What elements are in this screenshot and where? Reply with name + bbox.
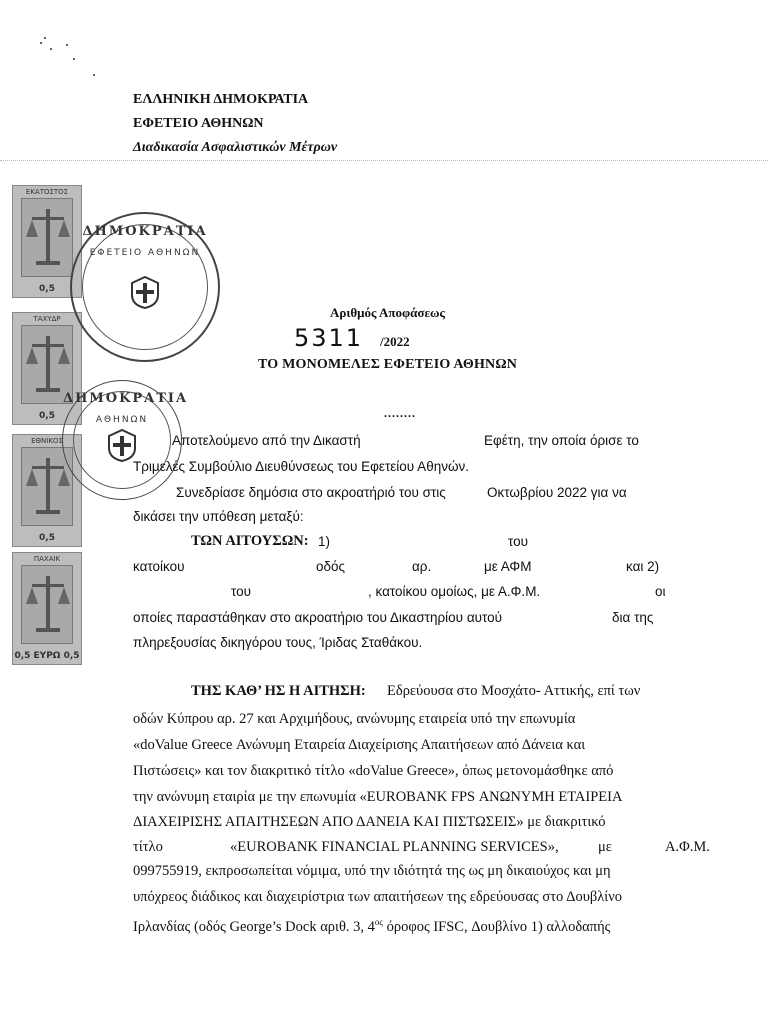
stamp-scales-image bbox=[21, 198, 73, 277]
body-text: Ιρλανδίας (οδός George’s Dock αριθ. 3, 4 bbox=[133, 919, 375, 935]
body-line: Α.Φ.Μ. bbox=[665, 839, 710, 855]
seal-subtext: ΕΦΕΤΕΙΟ ΑΘΗΝΩΝ bbox=[89, 248, 201, 258]
body-line: Αποτελούμενο από την Δικαστή bbox=[172, 433, 361, 448]
court-heading: ΕΦΕΤΕΙΟ ΑΘΗΝΩΝ bbox=[133, 116, 264, 131]
decision-year: /2022 bbox=[380, 334, 410, 349]
body-line: δια της bbox=[612, 610, 654, 625]
seal-subtext: ΑΘΗΝΩΝ bbox=[95, 415, 149, 425]
stamp-value: 0,5 bbox=[39, 411, 55, 421]
body-line bbox=[133, 913, 610, 936]
body-line: πληρεξουσίας δικηγόρου τους, Ίριδας Σταθάκου. bbox=[133, 635, 423, 650]
procedure-heading: Διαδικασία Ασφαλιστικών Μέτρων bbox=[133, 140, 338, 155]
body-line: οδός bbox=[316, 559, 346, 574]
body-line: με ΑΦΜ bbox=[484, 559, 532, 574]
body-line: τίτλο bbox=[133, 839, 163, 855]
stamp-top-text: ΕΚΑΤΟΣΤΟΣ bbox=[25, 188, 69, 196]
seal-text: ΔΗΜΟΚΡΑΤΙΑ bbox=[82, 224, 208, 239]
revenue-stamp bbox=[12, 552, 82, 665]
body-line: αρ. bbox=[412, 559, 432, 574]
body-line: «EUROBANK FINANCIAL PLANNING SERVICES», bbox=[230, 839, 559, 855]
stamp-top-text: ΠΑΧΑΙΚ bbox=[33, 555, 61, 563]
body-line: οδών Κύπρου αρ. 27 και Αρχιμήδους, ανώνυμης εταιρεία υπό την επωνυμία bbox=[133, 711, 576, 727]
body-line: Οκτωβρίου 2022 για να bbox=[487, 485, 627, 500]
greek-emblem-icon bbox=[105, 428, 139, 462]
body-line: «doValue Greece Ανώνυμη Εταιρεία Διαχείρισης Απαιτήσεων από Δάνεια και bbox=[133, 737, 586, 753]
stamp-top-text: ΤΑΧΥΔΡ bbox=[33, 315, 61, 323]
body-line: Εδρεύουσα στο Μοσχάτο- Αττικής, επί των bbox=[387, 683, 641, 699]
court-seal bbox=[70, 212, 220, 362]
stamp-value: 0,5 ΕΥΡΩ 0,5 bbox=[14, 651, 80, 661]
respondent-label: ΤΗΣ ΚΑΘ’ ΗΣ Η ΑΙΤΗΣΗ: bbox=[191, 683, 366, 699]
body-line: 1) bbox=[318, 534, 331, 549]
body-line: δικάσει την υπόθεση μεταξύ: bbox=[133, 509, 304, 524]
body-line: Συνεδρίασε δημόσια στο ακροατήριό του στις bbox=[176, 485, 446, 500]
stamp-scales-image bbox=[21, 565, 73, 644]
superscript: ος bbox=[374, 917, 383, 927]
section-separator: ........ bbox=[384, 406, 416, 420]
body-line: Πιστώσεις» και τον διακριτικό τίτλο «doValue Greece», όπως μετονομάσθηκε από bbox=[133, 763, 614, 779]
body-line: Εφέτη, την οποία όρισε το bbox=[484, 433, 639, 448]
court-title: ΤΟ ΜΟΝΟΜΕΛΕΣ ΕΦΕΤΕΙΟ ΑΘΗΝΩΝ bbox=[258, 357, 518, 372]
greek-emblem-icon bbox=[128, 275, 162, 309]
body-line: την ανώνυμη εταιρία με την επωνυμία «EUROBANK FPS ΑΝΩΝΥΜΗ ΕΤΑΙΡΕΙΑ bbox=[133, 789, 623, 805]
decision-number-handwritten: 5311 bbox=[294, 324, 364, 352]
body-line: κατοίκου bbox=[133, 559, 185, 574]
decision-number-label: Αριθμός Αποφάσεως bbox=[330, 305, 446, 320]
applicants-label: ΤΩΝ ΑΙΤΟΥΣΩΝ: bbox=[191, 533, 309, 549]
body-line: 099755919, εκπροσωπείται νόμιμα, υπό την ιδιότητά της ως μη δικαιούχος και μη bbox=[133, 863, 611, 879]
body-line: Τριμελές Συμβούλιο Διευθύνσεως του Εφετείου Αθηνών. bbox=[133, 459, 469, 474]
country-heading: ΕΛΛΗΝΙΚΗ ΔΗΜΟΚΡΑΤΙΑ bbox=[133, 92, 309, 107]
body-line: οποίες παραστάθηκαν στο ακροατήριο του Δικαστηρίου αυτού bbox=[133, 610, 503, 625]
document-header bbox=[133, 88, 337, 160]
seal-text: ΔΗΜΟΚΡΑΤΙΑ bbox=[63, 391, 189, 406]
body-line: ΔΙΑΧΕΙΡΙΣΗΣ ΑΠΑΙΤΗΣΕΩΝ ΑΠΟ ΔΑΝΕΙΑ ΚΑΙ ΠΙΣΤΩΣΕΙΣ» με διακριτικό bbox=[133, 814, 606, 830]
scan-divider bbox=[0, 160, 768, 161]
body-line: του bbox=[231, 584, 252, 599]
body-text: όροφος IFSC, Δουβλίνο 1) αλλοδαπής bbox=[386, 919, 611, 935]
court-seal bbox=[62, 380, 189, 500]
stamp-top-text: ΕΘΝΙΚΟΣ bbox=[31, 437, 63, 445]
body-line: υπόχρεος διάδικος και διαχειρίστρια των απαιτήσεων της εδρεύουσας στο Δουβλίνο bbox=[133, 889, 622, 905]
body-line: του bbox=[508, 534, 529, 549]
body-line: οι bbox=[655, 584, 666, 599]
stamp-value: 0,5 bbox=[39, 284, 55, 294]
stamp-value: 0,5 bbox=[39, 533, 55, 543]
body-line: , κατοίκου ομοίως, με Α.Φ.Μ. bbox=[368, 584, 541, 599]
body-line: με bbox=[598, 839, 612, 855]
body-line: και 2) bbox=[626, 559, 660, 574]
